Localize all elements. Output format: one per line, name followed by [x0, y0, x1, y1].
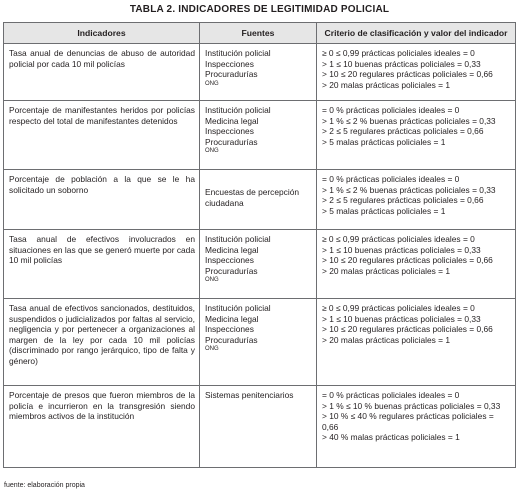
- source-item: Procuradurías: [205, 69, 258, 80]
- header-criterio: Criterio de clasificación y valor del indicador: [317, 23, 516, 44]
- source-item: Sistemas penitenciarios: [205, 390, 294, 400]
- criterion-line: > 1 % ≤ 10 % buenas prácticas policiales = 0,33: [322, 400, 501, 411]
- criterion-line: > 10 % ≤ 40 % regulares prácticas policiales = 0,66: [322, 411, 494, 432]
- criterion-line: > 5 malas prácticas policiales = 1: [322, 136, 446, 147]
- source-item: Medicina legal: [205, 313, 259, 324]
- criteria-cell: [317, 170, 516, 230]
- table-row: [4, 230, 516, 299]
- indicator-cell: Porcentaje de manifestantes heridos por policías respecto del total de manifestantes detenidos: [4, 101, 200, 170]
- criterion-line: > 1 ≤ 10 buenas prácticas policiales = 0,33: [322, 244, 481, 255]
- source-item: ONG: [205, 80, 219, 87]
- criterion-line: ≥ 0 ≤ 0,99 prácticas policiales ideales = 0: [322, 234, 475, 244]
- header-row: [4, 23, 516, 44]
- criterion-line: > 1 % ≤ 2 % buenas prácticas policiales = 0,33: [322, 184, 496, 195]
- criterion-line: > 40 % malas prácticas policiales = 1: [322, 432, 460, 443]
- source-item: Inspecciones: [205, 255, 254, 266]
- criterion-line: = 0 % prácticas policiales ideales = 0: [322, 105, 460, 115]
- criterion-line: = 0 % prácticas policiales ideales = 0: [322, 174, 460, 184]
- source-item: Encuestas de percepción ciudadana: [205, 187, 300, 208]
- sources-cell: [200, 386, 317, 468]
- source-item: Procuradurías: [205, 136, 258, 147]
- source-item: ONG: [205, 346, 219, 353]
- criterion-line: ≥ 0 ≤ 0,99 prácticas policiales ideales = 0: [322, 48, 475, 58]
- source-item: Medicina legal: [205, 115, 259, 126]
- table-row: [4, 386, 516, 468]
- sources-cell: [200, 299, 317, 386]
- source-item: Inspecciones: [205, 126, 254, 137]
- criterion-line: > 20 malas prácticas policiales = 1: [322, 79, 451, 90]
- legitimacy-indicators-table: [3, 22, 516, 468]
- source-footnote: fuente: elaboración propia: [4, 482, 85, 489]
- source-item: Inspecciones: [205, 58, 254, 69]
- indicator-cell: Tasa anual de denuncias de abuso de autoridad policial por cada 10 mil policías: [4, 44, 200, 101]
- indicator-cell: Tasa anual de efectivos involucrados en situaciones en las que se generó muerte por cada 10 mil policías: [4, 230, 200, 299]
- header-fuentes: Fuentes: [200, 23, 317, 44]
- table-row: [4, 44, 516, 101]
- criterion-line: > 10 ≤ 20 regulares prácticas policiales = 0,66: [322, 255, 493, 266]
- sources-cell: [200, 170, 317, 230]
- header-indicadores: Indicadores: [4, 23, 200, 44]
- criterion-line: > 1 % ≤ 2 % buenas prácticas policiales = 0,33: [322, 115, 496, 126]
- source-item: Institución policial: [205, 303, 271, 313]
- criterion-line: > 20 malas prácticas policiales = 1: [322, 265, 451, 276]
- criterion-line: > 2 ≤ 5 regulares prácticas policiales = 0,66: [322, 126, 484, 137]
- source-item: Medicina legal: [205, 244, 259, 255]
- source-item: ONG: [205, 277, 219, 284]
- criterion-line: ≥ 0 ≤ 0,99 prácticas policiales ideales = 0: [322, 303, 475, 313]
- table-row: [4, 170, 516, 230]
- table-title: TABLA 2. INDICADORES DE LEGITIMIDAD POLICIAL: [129, 4, 390, 15]
- criterion-line: > 20 malas prácticas policiales = 1: [322, 334, 451, 345]
- source-item: Institución policial: [205, 105, 271, 115]
- source-item: Procuradurías: [205, 334, 258, 345]
- criteria-cell: [317, 44, 516, 101]
- table-row: [4, 101, 516, 170]
- source-item: Institución policial: [205, 48, 271, 58]
- criteria-cell: [317, 101, 516, 170]
- criterion-line: > 10 ≤ 20 regulares prácticas policiales = 0,66: [322, 324, 493, 335]
- indicator-cell: Tasa anual de efectivos sancionados, destituidos, suspendidos o judicializados por faltas al servicio, negligencia y por pertenecer a organizaciones al margen de la ley por cada 10 mil policías (discriminado por rango jerárquico, tipo de falta y género): [4, 299, 200, 386]
- criterion-line: = 0 % prácticas policiales ideales = 0: [322, 390, 460, 400]
- criterion-line: > 2 ≤ 5 regulares prácticas policiales = 0,66: [322, 195, 484, 206]
- criterion-line: > 10 ≤ 20 regulares prácticas policiales = 0,66: [322, 69, 493, 80]
- criterion-line: > 5 malas prácticas policiales = 1: [322, 205, 446, 216]
- source-item: Procuradurías: [205, 265, 258, 276]
- criterion-line: > 1 ≤ 10 buenas prácticas policiales = 0,33: [322, 58, 481, 69]
- source-item: ONG: [205, 148, 219, 155]
- sources-cell: [200, 44, 317, 101]
- sources-cell: [200, 230, 317, 299]
- criterion-line: > 1 ≤ 10 buenas prácticas policiales = 0,33: [322, 313, 481, 324]
- indicator-cell: Porcentaje de presos que fueron miembros de la policía e incurrieron en la transgresión siendo miembros activos de la institución: [4, 386, 200, 468]
- criteria-cell: [317, 299, 516, 386]
- sources-cell: [200, 101, 317, 170]
- indicator-cell: Porcentaje de población a la que se le ha solicitado un soborno: [4, 170, 200, 230]
- table-row: [4, 299, 516, 386]
- source-item: Institución policial: [205, 234, 271, 244]
- criteria-cell: [317, 230, 516, 299]
- criteria-cell: [317, 386, 516, 468]
- source-item: Inspecciones: [205, 324, 254, 335]
